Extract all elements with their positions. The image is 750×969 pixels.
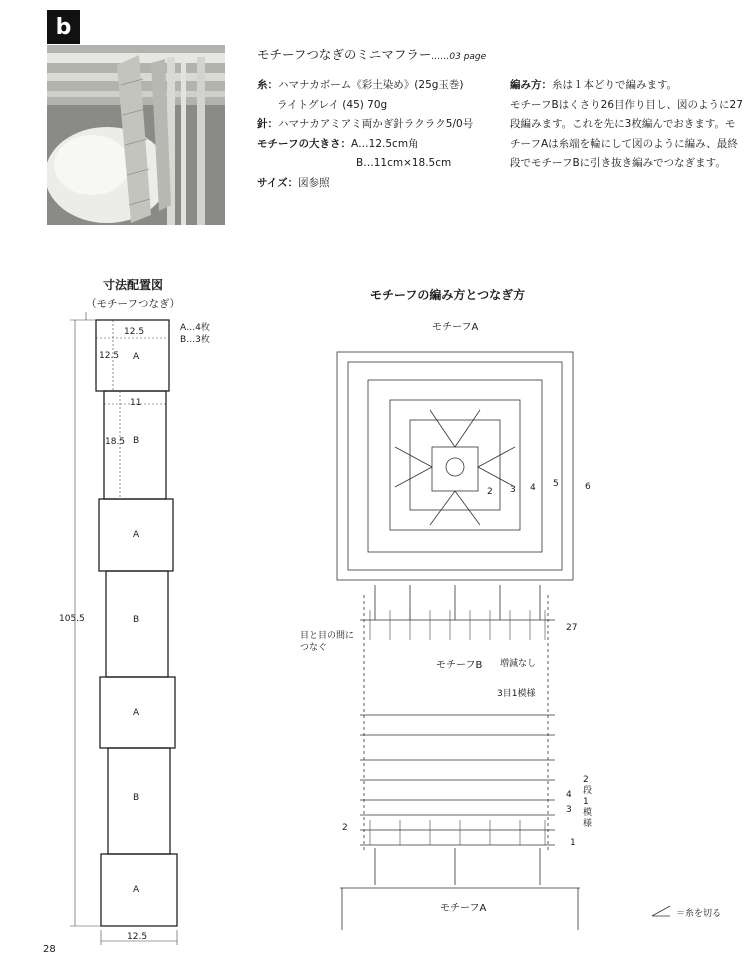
row-label-1: 1 — [570, 838, 576, 848]
round-label-2: 2 — [487, 487, 493, 497]
hook-label: 針： — [257, 118, 278, 130]
motif-b-label: モチーフB — [436, 660, 483, 671]
layout-cell-b2: B — [133, 615, 140, 625]
method-line1: 糸は１本どりで編みます。 — [552, 79, 678, 91]
method-text: モチーフBはくさり26目作り目し、図のように27段編みます。これを先に3枚編んでおきます。モチーフAは糸端を輪にして図のように編み、最終段でモチーフBに引き抜き編みでつなぎます。 — [510, 98, 743, 169]
repeat-2-label: 2段1模様 — [583, 775, 593, 829]
layout-cell-a1: A — [133, 352, 140, 362]
motif-a-round-4 — [368, 380, 542, 552]
join-note-2: つなぐ — [300, 643, 328, 653]
count-b: B…3枚 — [180, 335, 210, 345]
total-length-label: 105.5 — [59, 614, 85, 624]
layout-cell-b1: B — [133, 436, 140, 446]
layout-title: 寸法配置図 — [103, 278, 164, 292]
layout-cell-a2: A — [133, 530, 140, 540]
round-label-6: 6 — [585, 482, 591, 492]
yarn-color: ライトグレイ (45) 70g — [277, 98, 388, 111]
motif-a-round-5 — [348, 362, 562, 570]
height-b-label: 18.5 — [105, 437, 126, 447]
cut-yarn-symbol — [652, 906, 670, 916]
legend-text: ＝糸を切る — [676, 909, 722, 919]
no-change-label: 増減なし — [500, 659, 537, 669]
size-label: サイズ： — [257, 176, 299, 189]
width-a-label: 12.5 — [124, 327, 145, 337]
height-a-label: 12.5 — [99, 351, 120, 361]
stitch-diagram-title: モチーフの編み方とつなぎ方 — [370, 288, 526, 302]
row-label-4: 4 — [566, 790, 572, 800]
motif-b-size: B…11cm×18.5cm — [356, 157, 452, 169]
row-label-2: 2 — [342, 823, 348, 833]
count-a: A…4枚 — [180, 323, 210, 333]
motif-a-center — [432, 447, 478, 491]
round-label-5: 5 — [553, 479, 559, 489]
motif-a-top-label: モチーフA — [432, 322, 479, 333]
repeat-3-label: 3目1模様 — [497, 689, 536, 699]
round-label-3: 3 — [510, 485, 516, 495]
yarn-label: 糸： — [257, 79, 278, 91]
page-number: 28 — [43, 944, 56, 955]
layout-subtitle: （モチーフつなぎ） — [86, 298, 180, 310]
motif-a-outer-round — [337, 352, 573, 580]
title-text: モチーフつなぎのミニマフラー — [257, 47, 432, 62]
size-value: 図参照 — [298, 176, 330, 189]
section-badge: b — [47, 10, 80, 44]
layout-cell-a3: A — [133, 708, 140, 718]
motif-size-label: モチーフの大きさ： — [257, 137, 351, 150]
hook-value: ハマナカアミアミ両かぎ針ラクラク5/0号 — [278, 118, 474, 130]
bottom-width-label: 12.5 — [127, 932, 148, 942]
magic-ring — [446, 458, 464, 476]
layout-cell-a4: A — [133, 885, 140, 895]
row-label-27: 27 — [566, 623, 578, 633]
row-label-3: 3 — [566, 805, 572, 815]
round-label-4: 4 — [530, 483, 536, 493]
motif-a-round-2 — [410, 420, 500, 510]
yarn-value: ハマナカボーム《彩土染め》(25g玉巻) — [278, 79, 464, 91]
method-label: 編み方： — [510, 79, 552, 91]
motif-a-bottom-label: モチーフA — [440, 903, 487, 914]
motif-a-size: A…12.5cm角 — [350, 137, 419, 150]
motif-a-round-3 — [390, 400, 520, 530]
width-b-label: 11 — [130, 398, 142, 408]
join-note-1: 目と目の間に — [300, 631, 355, 641]
layout-cell-b3: B — [133, 793, 140, 803]
page-reference: ……03 page — [431, 52, 487, 62]
